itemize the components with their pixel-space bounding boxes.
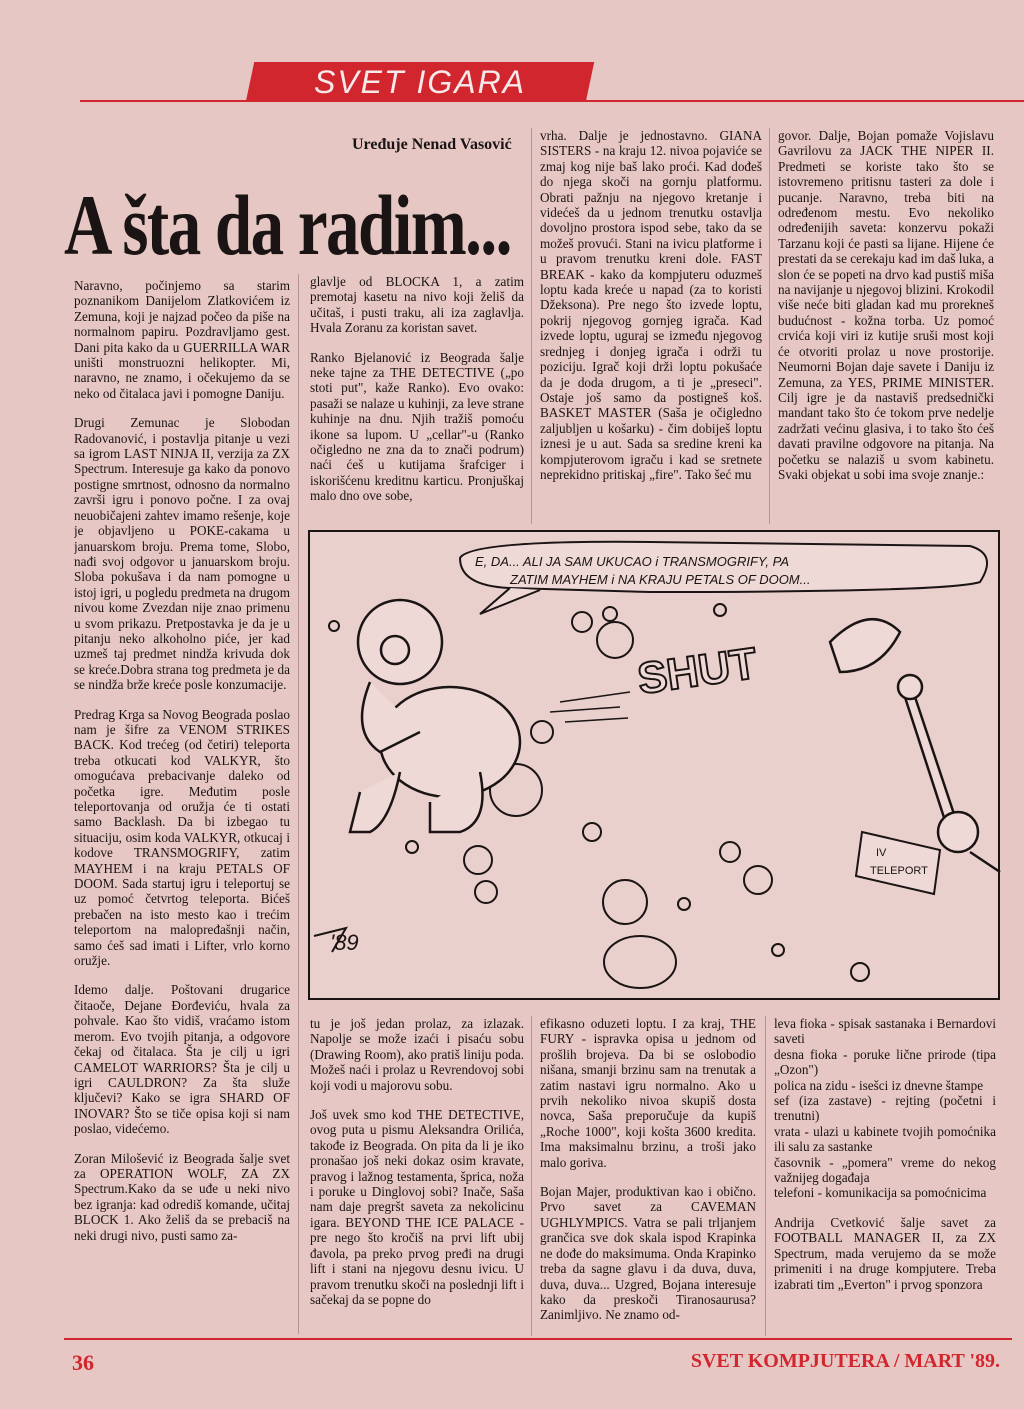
column-divider	[765, 1016, 766, 1336]
column-1	[74, 278, 290, 1338]
speech-line-1: E, DA... ALI JA SAM UKUCAO i TRANSMOGRIFY, PA	[475, 554, 789, 569]
paragraph: govor. Dalje, Bojan pomaže Vojislavu Gavrilovu za JACK THE NIPER II. Predmeti se koriste tako što se istovremeno pritisnu tasteri za dole i pucanje. Naravno, treba biti na određenom mestu. Evo nekoliko određenijih saveta: konzervu pokaži Tarzanu koji će pasti sa lijane. Hijene će prestati da se cerekaju kad im daš luka, a slon će se popeti na drvo kad pustiš miša na navijanje u njegovoj blizini. Krokodil više neće biti gladan kad mu prorekneš budućnost - kožna torba. Uz pomoć crvića koji viri iz kutije sruši most koji će otvoriti prolaz u nove prostorije. Neumorni Bojan daje savete i Daniju iz Zemuna, za YES, PRIME MINISTER. Cilj igre je da nastaviš predsednički mandant tako što će tokom prve nedelje zadržati većinu glasiva, i to tako što ćeš davati pravilne odgovore na pitanja. Na početku se nalaziš u svom kabinetu. Svaki objekat u sobi ima svoje znanje.:	[778, 128, 994, 482]
speech-line-2: ZATIM MAYHEM i NA KRAJU PETALS OF DOOM...	[510, 572, 811, 587]
paragraph: Andrija Cvetković šalje savet za FOOTBALL MANAGER II, za ZX Spectrum, mada verujemo da se može primeniti i na druge kompjutere. Treba izabrati tim „Everton" i prvog sponzora	[774, 1214, 996, 1292]
paragraph: Naravno, počinjemo sa starim poznanikom Danijelom Zlatkovićem iz Zemuna, koji je najzad počeo da piše na normalnom papiru. Pozdravljamo gest. Dani pita kako da u GUERRILLA WAR uništi monstruozni helikopter. Mi, naravno, ne znamo, i očekujemo da se neko od čitalaca javi i pomogne Daniju.	[74, 278, 290, 401]
astronaut-character	[350, 600, 520, 832]
list-item: telefoni - komunikacija sa pomoćnicima	[774, 1185, 987, 1201]
paragraph: tu je još jedan prolaz, za izlazak. Napolje se može izaći i pisaću sobu (Drawing Room), ako pratiš liniju poda. Možeš naći i prolaz u Revrendovoj sobi koji vodi u majorovu sobu.	[310, 1016, 524, 1093]
column-divider	[298, 274, 299, 1334]
column-5	[310, 1016, 524, 1336]
column-6	[540, 1016, 756, 1336]
column-7	[774, 1016, 996, 1336]
paragraph: glavlje od BLOCKA 1, a zatim premotaj kasetu na nivo koji želiš da učitaš, i pusti traku, ali iza zaglavlja. Hvala Zoranu za koristan savet.	[310, 274, 524, 336]
list-item: leva fioka - spisak sastanaka i Bernardovi saveti	[774, 1016, 996, 1047]
column-divider	[531, 128, 532, 524]
column-3	[540, 128, 762, 524]
paragraph: Još uvek smo kod THE DETECTIVE, ovog puta u pismu Aleksandra Orilića, takođe iz Beograda. On pita da li je iko pronašao još neki dokaz osim kravate, pravog i lažnog testamenta, špricа, noža i poruke u Dinglovoj sobi? Inače, Saša nam daje pregršt saveta za nekolicinu igara. BEYOND THE ICE PALACE - pre nego što kročiš na prvi lift ubij đavola, pa preko prvog pređi na drugi lift i stani na njegovu desnu ivicu. U pravom trenutku skoči na poslednji lift i sačekaj da se popne do	[310, 1107, 524, 1307]
artist-signature: '89	[330, 930, 359, 955]
headline: A šta da radim...	[64, 177, 511, 273]
column-divider	[769, 128, 770, 524]
cartoon-drawing	[310, 532, 1002, 1002]
paragraph: Bojan Majer, produktivan kao i obično. Prvo savet za CAVEMAN UGHLYMPICS. Vatra se pali trljanjem grančica sve dok skala ispod Krapinka ne dođe do maksimuma. Onda Krapinko treba da sagne glavu i da duva, duva, duva, duva... Uzgred, Bojana interesuje kako da preskoči Tiranosaurusa? Zanimljivo. Ne znamo od-	[540, 1184, 756, 1323]
paragraph: efikasno oduzeti loptu. I za kraj, THE FURY - ispravka opisa u jednom od prošlih brojeva. Da bi se oslobodio nišana, smanji brzinu sam na trenutak a zatim nastavi igru normalno. Ako u prvih nekoliko nivoa skupiš dosta novca, Saša preporučuje da kupiš „Roche 1000", koji košta 3600 kredita. Ima maksimalnu brzinu, a troši jako malo goriva.	[540, 1016, 756, 1170]
footer-rule	[64, 1338, 1012, 1340]
section-title: SVET IGARA	[313, 64, 527, 100]
paragraph: Predrag Krga sa Novog Beograda poslao nam je šifre za VENOM STRIKES BACK. Kod trećeg (od četiri) teleporta treba otkucati kod VALKYR, što omogućava prebacivanje daleko od početka igre. Međutim posle teleportovanja od oružja će ti ostati samo Backlash. Da bi izbegao tu situaciju, osim koda VALKYR, otkucaj i kodove TRANSMOGRIFY, zatim MAYHEM i na kraju PETALS OF DOOM. Sada startuj igru i teleportuj se uz pomoć četvrtog teleporta. Bićeš prebačen na isto mesto kao i trećim teleportom na malopređašnji način, samo ćeš sad imati i Lifter, vrlo korno oružje.	[74, 706, 290, 969]
paragraph: vrha. Dalje je jednostavno. GIANA SISTERS - na kraju 12. nivoa pojaviće se zmaj kog nije baš lako proći. Kad dođeš do njega skoči na gornju platformu. Obrati pažnju na njegovo kretanje i videćeš da u jednom trenutku ostavlja dovoljno prostora ispod sebe, tako da se možeš provući. Stani na ivicu platforme i u pravom trenutku kreni dole. FAST BREAK - kako da kompjuteru oduzmeš loptu kada kreće u napad (za to koristi Džeksona). Pre nego što izvede loptu, pokrij njegovog gornjeg igrača. Kad izvede loptu, uguraj se između njegovog srednjeg i donjeg igrača i održi tu poziciju. Igrač koji drži loptu pokušaće da je doda drugom, a ti je „preseci". Ostaje još samo da postigneš koš. BASKET MASTER (Saša je očigledno zaljubljen u košarku) - čim dobiješ loptu iznesi je u aut. Sada sa sredine kreni ka kompjuterovom igraču i kad se sretnete neprekidno pritiskaj „fire". Tako šeć mu	[540, 128, 762, 482]
list-item: sef (iza zastave) - rejting (početni i trenutni)	[774, 1093, 996, 1124]
speech-bubble-tail	[480, 588, 540, 614]
motion-lines	[550, 692, 630, 722]
paragraph: Drugi Zemunac je Slobodan Radovanović, i postavlja pitanje u vezi sa igrom LAST NINJA II, verzija za ZX Spectrum. Interesuje ga kako da ponovo postigne smrtnost, odnosno da normalno završi igru i ponovo počne. I za ovaj neuobičajeni zahtev imamo rešenje, koje je objavljeno u POKE-cakama u januarskom broju. Prema tome, Slobo, nađi svoj odgovor u januarskom broju. Sloba pokušava i da nam pomogne u istoj igri, u pogledu predmeta na drugom nivou kome Zvezdan nije znao primenu u svom prikazu. Pretpostavka je da je u pitanju neko alkoholno piće, jer kad uzmeš taj predmet nindža krivuda dok se kreće.Dobra strana tog predmeta je da se nindža brže kreće posle konzumacije.	[74, 415, 290, 693]
sound-effect: SHUT	[634, 638, 761, 704]
paragraph: Zoran Milošević iz Beograda šalje svet za OPERATION WOLF, ZA ZX Spectrum.Kako da se uđe u neki nivo bez igranja: kad odrediš komande, učitaj BLOCK 1. Ako želiš da se prebaciš na neki drugi nivo, pusti samo za-	[74, 1150, 290, 1243]
list-item: polica na zidu - isešci iz dnevne štampe	[774, 1077, 984, 1093]
cartoon-illustration	[308, 530, 1000, 1000]
list-item: časovnik - „pomera" vreme do nekog važnijeg događaja	[774, 1154, 996, 1186]
column-divider	[531, 1016, 532, 1336]
paragraph: Ranko Bjelanović iz Beograda šalje neke tajne za THE DETECTIVE („po stoti put", kaže Ranko). Evo ovako: pasaži se nalaze u kuhinji, za leve strane kuhinje na dnu. Njih tražiš pomoću ikone sa lupom. U „cellar"-u (Ranko očigledno ne zna da to znači podrum) naći ćeš u kutijama šrafciger i iskorišćenu kreditnu karticu. Pronjuškaj malo dno ove sobe,	[310, 349, 524, 504]
sign-line-1: IV	[876, 847, 887, 859]
list-item: vrata - ulazi u kabinete tvojih pomoćnika ili salu za sastanke	[774, 1123, 996, 1155]
paragraph: Idemo dalje. Poštovani drugarice čitaoče, Dejane Đorđeviću, hvala za pohvale. Kao što vidiš, vraćamo istom merom. Evo tvojih pitanja, a odgovore čekaj od čitalaca. Šta je cilj u igri CAMELOT WARRIORS? Šta je cilj u igri CAULDRON? Za šta služe ključevi? Kako se igra SHARD OF INOVAR? Što se tiče opisa koji si nam poslao, videćemo.	[74, 982, 290, 1137]
column-2	[310, 274, 524, 524]
list-item: desna fioka - poruke lične prirode (tipa „Ozon")	[774, 1046, 996, 1078]
magazine-footer: SVET KOMPJUTERA / MART '89.	[690, 1350, 1000, 1372]
page-number: 36	[72, 1350, 94, 1375]
column-4	[778, 128, 994, 524]
sign-line-2: TELEPORT	[870, 865, 928, 877]
robot-arm	[830, 619, 1000, 872]
editor-credit: Uređuje Nenad Vasović	[352, 136, 512, 153]
teleport-sign	[856, 832, 940, 894]
